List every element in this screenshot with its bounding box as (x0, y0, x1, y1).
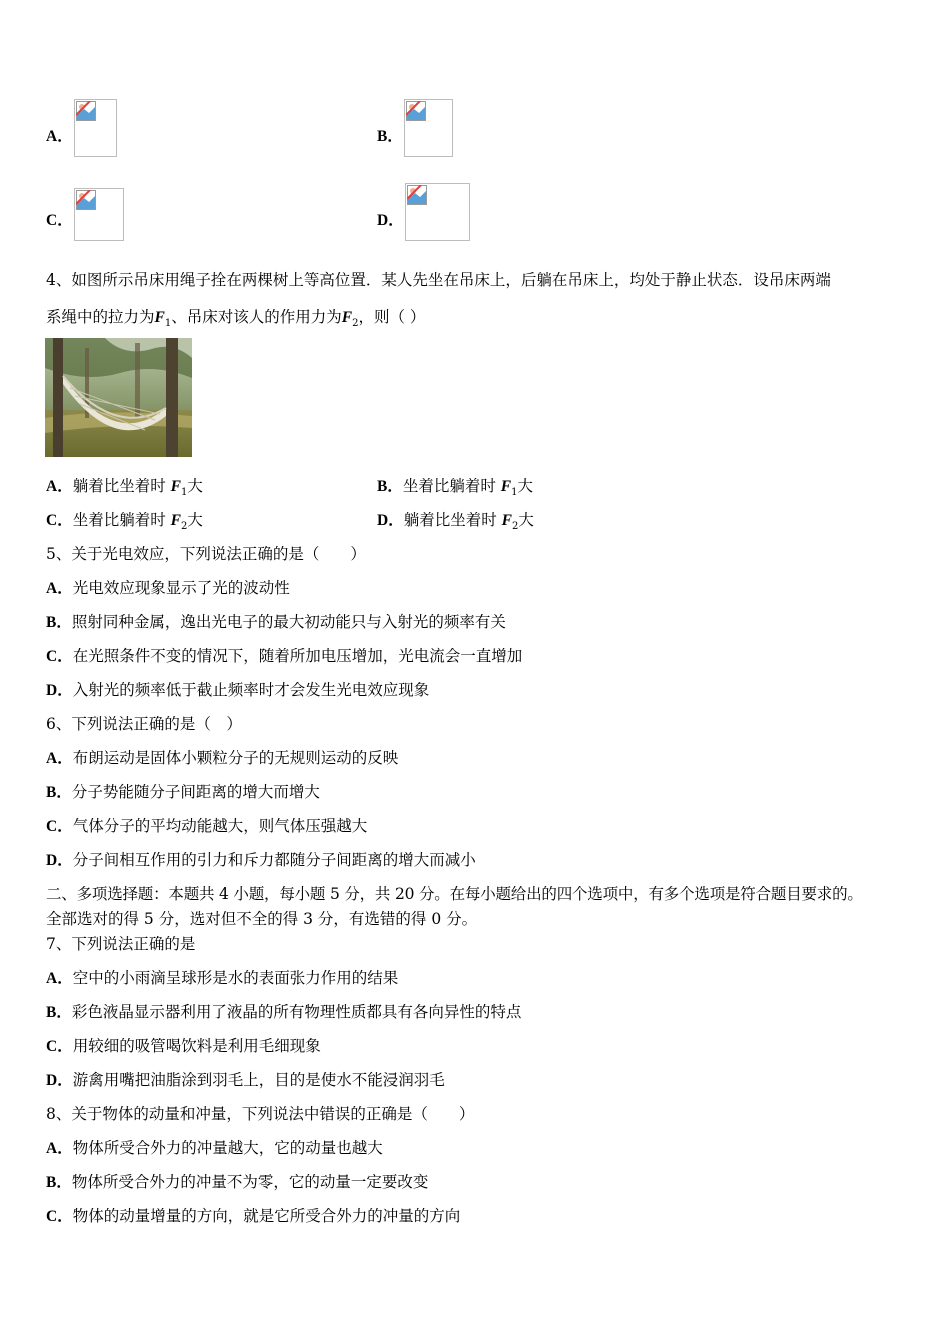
q6-option-d[interactable]: D．分子间相互作用的引力和斥力都随分子间距离的增大而减小 (46, 851, 476, 869)
q7-option-d[interactable]: D．游禽用嘴把油脂涂到羽毛上，目的是使水不能浸润羽毛 (46, 1071, 445, 1089)
q3-option-d-label: D． (377, 212, 404, 229)
q4-option-b[interactable]: B．坐着比躺着时 $F_1$大 (377, 477, 534, 499)
broken-image-icon (76, 101, 96, 121)
q4-stem-line2: 系绳中的拉力为$F_1$、吊床对该人的作用力为$F_2$，则（ ） (46, 308, 426, 330)
q8-option-c[interactable]: C．物体的动量增量的方向，就是它所受合外力的冲量的方向 (46, 1207, 461, 1225)
q8-stem: 8、关于物体的动量和冲量，下列说法中错误的正确是（ ） (46, 1105, 475, 1123)
q8-option-a[interactable]: A．物体所受合外力的冲量越大，它的动量也越大 (46, 1139, 383, 1157)
q5-option-b[interactable]: B．照射同种金属，逸出光电子的最大初动能只与入射光的频率有关 (46, 613, 506, 631)
q3-option-b-image (404, 99, 453, 157)
broken-image-icon (407, 185, 427, 205)
hammock-photo (45, 338, 192, 457)
section2-heading-line2: 全部选对的得 5 分，选对但不全的得 3 分，有选错的得 0 分。 (46, 910, 478, 928)
q4-option-a[interactable]: A．躺着比坐着时 $F_1$大 (46, 477, 203, 499)
broken-image-icon (76, 190, 96, 210)
q7-option-a[interactable]: A．空中的小雨滴呈球形是水的表面张力作用的结果 (46, 969, 399, 987)
q4-option-d[interactable]: D．躺着比坐着时 $F_2$大 (377, 511, 534, 533)
q6-option-b[interactable]: B．分子势能随分子间距离的增大而增大 (46, 783, 320, 801)
q6-option-a[interactable]: A．布朗运动是固体小颗粒分子的无规则运动的反映 (46, 749, 399, 767)
q3-option-c-image (74, 188, 124, 241)
q8-option-b[interactable]: B．物体所受合外力的冲量不为零，它的动量一定要改变 (46, 1173, 429, 1191)
broken-image-icon (406, 101, 426, 121)
q3-option-b-label: B． (377, 128, 403, 145)
q5-option-d[interactable]: D．入射光的频率低于截止频率时才会发生光电效应现象 (46, 681, 430, 699)
q7-option-b[interactable]: B．彩色液晶显示器利用了液晶的所有物理性质都具有各向异性的特点 (46, 1003, 522, 1021)
q4-option-c[interactable]: C．坐着比躺着时 $F_2$大 (46, 511, 203, 533)
q3-option-d-image (405, 183, 470, 241)
q6-option-c[interactable]: C．气体分子的平均动能越大，则气体压强越大 (46, 817, 368, 835)
q5-stem: 5、关于光电效应，下列说法正确的是（ ） (46, 545, 366, 563)
q7-stem: 7、下列说法正确的是 (46, 935, 196, 953)
q6-stem: 6、下列说法正确的是（ ） (46, 715, 242, 733)
q7-option-c[interactable]: C．用较细的吸管喝饮料是利用毛细现象 (46, 1037, 321, 1055)
q4-stem-line1: 4、如图所示吊床用绳子拴在两棵树上等高位置．某人先坐在吊床上，后躺在吊床上，均处于静止状态．设吊床两端 (46, 271, 831, 289)
q3-option-c-label: C． (46, 212, 73, 229)
q5-option-a[interactable]: A．光电效应现象显示了光的波动性 (46, 579, 290, 597)
q5-option-c[interactable]: C．在光照条件不变的情况下，随着所加电压增加，光电流会一直增加 (46, 647, 523, 665)
q3-option-a-image (74, 99, 117, 157)
section2-heading-line1: 二、多项选择题：本题共 4 小题，每小题 5 分，共 20 分。在每小题给出的四个选项中，有多个选项是符合题目要求的。 (46, 885, 863, 903)
q3-option-a-label: A． (46, 128, 73, 145)
